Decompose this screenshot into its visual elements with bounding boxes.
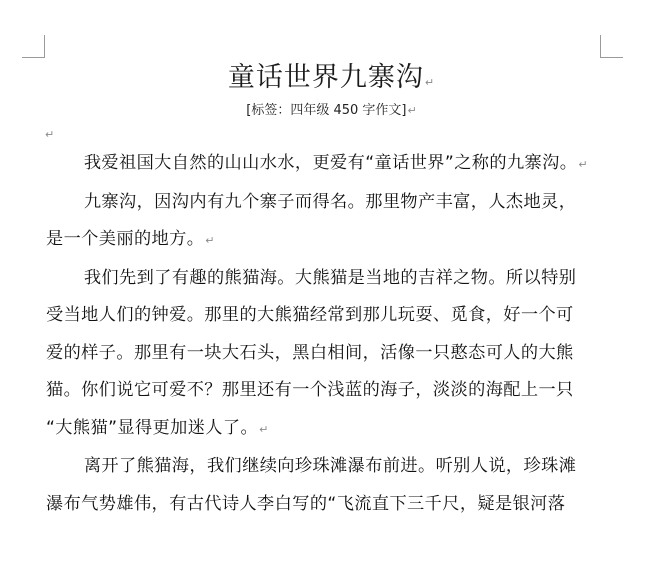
paragraph-1[interactable] [46, 145, 611, 184]
text-line: 我们先到了有趣的熊猫海。大熊猫是当地的吉祥之物。所以特别 [83, 267, 577, 288]
text-line: 猫。你们说它可爱不？那里还有一个浅蓝的海子，淡淡的海配上一只 [46, 380, 574, 400]
text-line: 离开了熊猫海，我们继续向珍珠滩瀑布前进。听别人说，珍珠滩 [83, 456, 577, 476]
paragraph-mark-icon: ↵ [45, 128, 55, 141]
paragraph-mark-icon: ↵ [407, 104, 417, 117]
text-line: 受当地人们的钟爱。那里的大熊猫经常到那儿玩耍、觅食，好一个可 [46, 305, 574, 325]
paragraph-2[interactable] [46, 184, 611, 260]
paragraph-mark-icon: ↵ [578, 158, 588, 171]
text-line: “大熊猫”显得更加迷人了。↵ [46, 417, 269, 438]
text-line: 是一个美丽的地方。↵ [46, 229, 215, 249]
document-body[interactable] [46, 145, 611, 523]
paragraph-mark-icon: ↵ [259, 422, 269, 436]
text-line: 我爱祖国大自然的山山水水，更爱有“童话世界”之称的九寨沟。↵ [83, 153, 588, 173]
crop-mark-top-left [22, 35, 45, 58]
crop-mark-top-right [600, 35, 623, 58]
document-title[interactable]: 童话世界九寨沟↵ [227, 62, 436, 93]
document-subtitle[interactable]: [标签：四年级 450 字作文]↵ [246, 103, 417, 118]
paragraph-4[interactable] [46, 448, 611, 523]
text-line: 爱的样子。那里有一块大石头，黑白相间，活像一只憨态可人的大熊 [46, 342, 574, 363]
paragraph-3[interactable] [46, 260, 611, 449]
paragraph-mark-icon: ↵ [424, 76, 436, 89]
empty-paragraph[interactable] [44, 126, 54, 142]
text-line: 瀑布气势雄伟，有古代诗人李白写的“飞流直下三千尺，疑是银河落 [46, 493, 566, 514]
paragraph-mark-icon: ↵ [205, 234, 215, 247]
text-line: 九寨沟，因沟内有九个寨子而得名。那里物产丰富，人杰地灵， [83, 191, 577, 212]
